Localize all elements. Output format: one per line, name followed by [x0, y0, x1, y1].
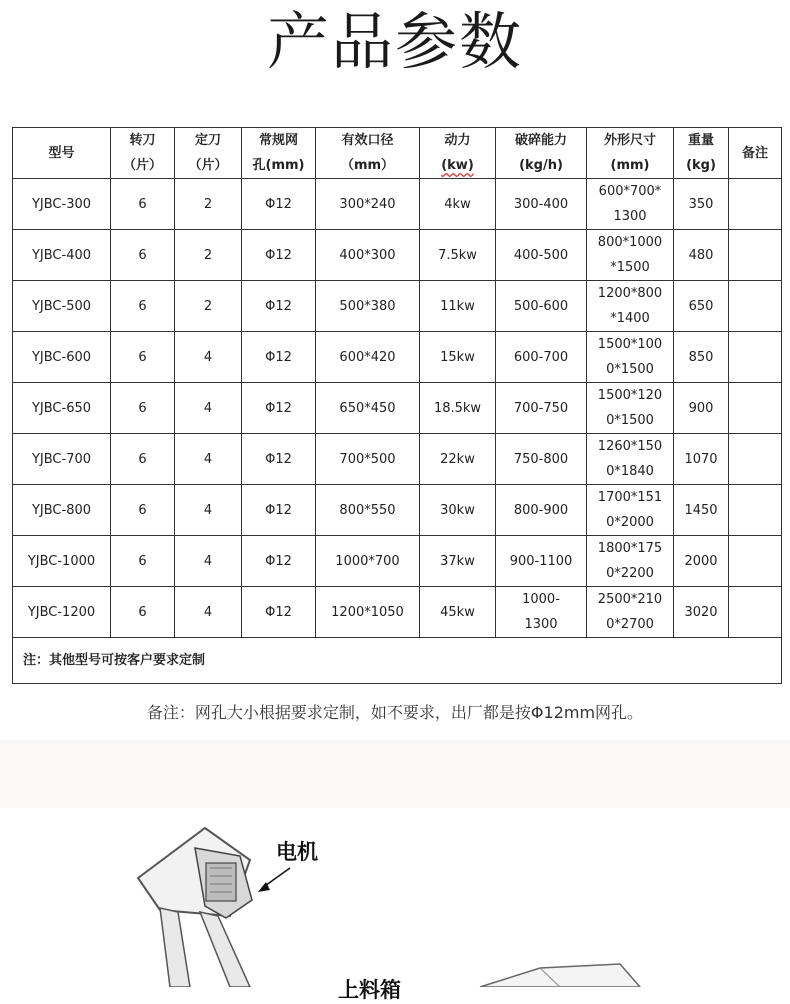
- cell-remark: [729, 332, 782, 383]
- cell-rotor: 6: [111, 587, 175, 638]
- cell-size-line: *1500: [610, 260, 650, 275]
- column-header: [587, 128, 674, 179]
- cell-caliber: 650*450: [316, 383, 420, 434]
- column-header-line1: 转刀: [129, 133, 156, 148]
- table-row: [13, 332, 782, 383]
- column-header-line1: 常规网: [258, 133, 298, 148]
- table-row: [13, 485, 782, 536]
- cell-remark: [729, 230, 782, 281]
- column-header-line1: 备注: [741, 145, 768, 161]
- column-header-line2: （片）: [188, 158, 228, 173]
- cell-remark: [729, 587, 782, 638]
- cell-model: YJBC-650: [13, 383, 111, 434]
- cell-capacity: 900-1100: [496, 536, 587, 587]
- table-row: [13, 383, 782, 434]
- cell-caliber: 1200*1050: [316, 587, 420, 638]
- table-row: [13, 281, 782, 332]
- cell-remark: [729, 536, 782, 587]
- column-header: [175, 128, 242, 179]
- cell-mesh: Φ12: [242, 587, 316, 638]
- table-row: [13, 434, 782, 485]
- cell-weight: 3020: [674, 587, 729, 638]
- cell-capacity: 800-900: [496, 485, 587, 536]
- cell-size-line: 1700*151: [597, 490, 663, 505]
- cell-fixed: 2: [175, 230, 242, 281]
- column-header-line2: (kw): [441, 158, 474, 173]
- cell-model: YJBC-600: [13, 332, 111, 383]
- column-header-line2: （mm）: [340, 158, 395, 173]
- column-header-line2: (kg/h): [519, 158, 563, 173]
- cell-remark: [729, 383, 782, 434]
- cell-power: 30kw: [420, 485, 496, 536]
- cell-size-line: *1400: [610, 311, 650, 326]
- cell-size: [587, 281, 674, 332]
- cell-size-line: 0*2700: [606, 617, 654, 632]
- spec-table: [12, 127, 782, 684]
- column-header: [111, 128, 175, 179]
- column-header-line1: 动力: [444, 133, 471, 148]
- cell-mesh: Φ12: [242, 179, 316, 230]
- cell-capacity: 600-700: [496, 332, 587, 383]
- cell-size: [587, 485, 674, 536]
- label-motor: 电机: [276, 840, 318, 864]
- column-header: [420, 128, 496, 179]
- cell-fixed: 2: [175, 179, 242, 230]
- cell-size-line: 600*700*: [598, 184, 662, 199]
- cell-size-line: 1500*100: [597, 337, 663, 352]
- cell-size: [587, 332, 674, 383]
- cell-power: 15kw: [420, 332, 496, 383]
- cell-fixed: 4: [175, 587, 242, 638]
- cell-rotor: 6: [111, 536, 175, 587]
- cell-mesh: Φ12: [242, 485, 316, 536]
- column-header-line2: (mm): [610, 158, 650, 173]
- cell-weight: 2000: [674, 536, 729, 587]
- cell-power: 4kw: [420, 179, 496, 230]
- column-header: [316, 128, 420, 179]
- cell-power: 37kw: [420, 536, 496, 587]
- remark-text: 备注：网孔大小根据要求定制，如不要求，出厂都是按Φ12mm网孔。: [146, 703, 644, 722]
- machine-illustration: [0, 808, 790, 987]
- cell-size: [587, 179, 674, 230]
- cell-caliber: 700*500: [316, 434, 420, 485]
- cell-mesh: Φ12: [242, 281, 316, 332]
- cell-power: 45kw: [420, 587, 496, 638]
- column-header-line1: 有效口径: [341, 133, 394, 148]
- table-header-row: [13, 128, 782, 179]
- cell-caliber: 800*550: [316, 485, 420, 536]
- cell-size-line: 0*2200: [606, 566, 654, 581]
- cell-power: 18.5kw: [420, 383, 496, 434]
- cell-mesh: Φ12: [242, 383, 316, 434]
- cell-mesh: Φ12: [242, 434, 316, 485]
- table-row: [13, 230, 782, 281]
- column-header-line1: 型号: [48, 145, 75, 161]
- footnote-row: [13, 638, 782, 684]
- cell-power: 22kw: [420, 434, 496, 485]
- cell-size-line: 1800*175: [597, 541, 663, 556]
- cell-size-line: 1260*150: [597, 439, 663, 454]
- cell-caliber: 600*420: [316, 332, 420, 383]
- cell-capacity: 1000- 1300: [496, 587, 587, 638]
- cell-model: YJBC-800: [13, 485, 111, 536]
- cell-capacity: 400-500: [496, 230, 587, 281]
- cell-fixed: 2: [175, 281, 242, 332]
- cell-remark: [729, 179, 782, 230]
- cell-size-line: 1200*800: [597, 286, 663, 301]
- cell-capacity: 700-750: [496, 383, 587, 434]
- cell-weight: 650: [674, 281, 729, 332]
- cell-size-line: 0*1500: [606, 362, 654, 377]
- cell-remark: [729, 434, 782, 485]
- cell-size-line: 1500*120: [597, 388, 663, 403]
- cell-rotor: 6: [111, 332, 175, 383]
- cell-size: [587, 434, 674, 485]
- cell-mesh: Φ12: [242, 536, 316, 587]
- cell-model: YJBC-400: [13, 230, 111, 281]
- column-header-line2: 孔(mm): [252, 158, 305, 173]
- cell-weight: 1070: [674, 434, 729, 485]
- cell-mesh: Φ12: [242, 230, 316, 281]
- cell-rotor: 6: [111, 383, 175, 434]
- table-row: [13, 587, 782, 638]
- footnote-text: 注：其他型号可按客户要求定制: [13, 638, 782, 684]
- cell-rotor: 6: [111, 230, 175, 281]
- cell-power: 7.5kw: [420, 230, 496, 281]
- spec-table-container: [12, 127, 781, 684]
- column-header-line1: 重量: [687, 133, 714, 148]
- cell-capacity: 500-600: [496, 281, 587, 332]
- cell-weight: 350: [674, 179, 729, 230]
- cell-model: YJBC-1200: [13, 587, 111, 638]
- cell-fixed: 4: [175, 434, 242, 485]
- cell-size: [587, 587, 674, 638]
- cell-fixed: 4: [175, 332, 242, 383]
- column-header: [496, 128, 587, 179]
- cell-size-line: 0*2000: [606, 515, 654, 530]
- cell-size: [587, 383, 674, 434]
- column-header-line1: 外形尺寸: [603, 133, 656, 148]
- cell-model: YJBC-500: [13, 281, 111, 332]
- cell-size-line: 1300: [613, 209, 647, 224]
- table-body: [13, 179, 782, 684]
- cell-fixed: 4: [175, 485, 242, 536]
- cell-model: YJBC-300: [13, 179, 111, 230]
- cell-size-line: 0*1840: [606, 464, 654, 479]
- cell-caliber: 1000*700: [316, 536, 420, 587]
- cell-rotor: 6: [111, 179, 175, 230]
- label-feed-box: 上料箱: [338, 978, 401, 1002]
- cell-size-line: 0*1500: [606, 413, 654, 428]
- cell-size: [587, 230, 674, 281]
- cell-capacity: 300-400: [496, 179, 587, 230]
- column-header-line1: 定刀: [194, 133, 221, 148]
- cell-capacity: 750-800: [496, 434, 587, 485]
- cell-weight: 1450: [674, 485, 729, 536]
- table-row: [13, 536, 782, 587]
- cell-caliber: 300*240: [316, 179, 420, 230]
- cell-mesh: Φ12: [242, 332, 316, 383]
- cell-weight: 480: [674, 230, 729, 281]
- column-header-line2: （片）: [122, 158, 162, 173]
- cell-remark: [729, 485, 782, 536]
- cell-model: YJBC-700: [13, 434, 111, 485]
- table-row: [13, 179, 782, 230]
- column-header-line1: 破碎能力: [514, 133, 567, 148]
- column-header: [242, 128, 316, 179]
- column-header: [13, 128, 111, 179]
- page-title: 产品参数: [266, 5, 523, 78]
- column-header: [729, 128, 782, 179]
- cell-caliber: 500*380: [316, 281, 420, 332]
- column-header-line2: (kg): [686, 158, 716, 173]
- cell-fixed: 4: [175, 536, 242, 587]
- cell-size-line: 800*1000: [597, 235, 663, 250]
- column-header: [674, 128, 729, 179]
- cell-rotor: 6: [111, 281, 175, 332]
- cell-size: [587, 536, 674, 587]
- section-divider-band: [0, 740, 790, 808]
- cell-fixed: 4: [175, 383, 242, 434]
- cell-model: YJBC-1000: [13, 536, 111, 587]
- cell-caliber: 400*300: [316, 230, 420, 281]
- cell-weight: 900: [674, 383, 729, 434]
- cell-weight: 850: [674, 332, 729, 383]
- cell-power: 11kw: [420, 281, 496, 332]
- cell-rotor: 6: [111, 434, 175, 485]
- cell-rotor: 6: [111, 485, 175, 536]
- cell-remark: [729, 281, 782, 332]
- cell-size-line: 2500*210: [597, 592, 663, 607]
